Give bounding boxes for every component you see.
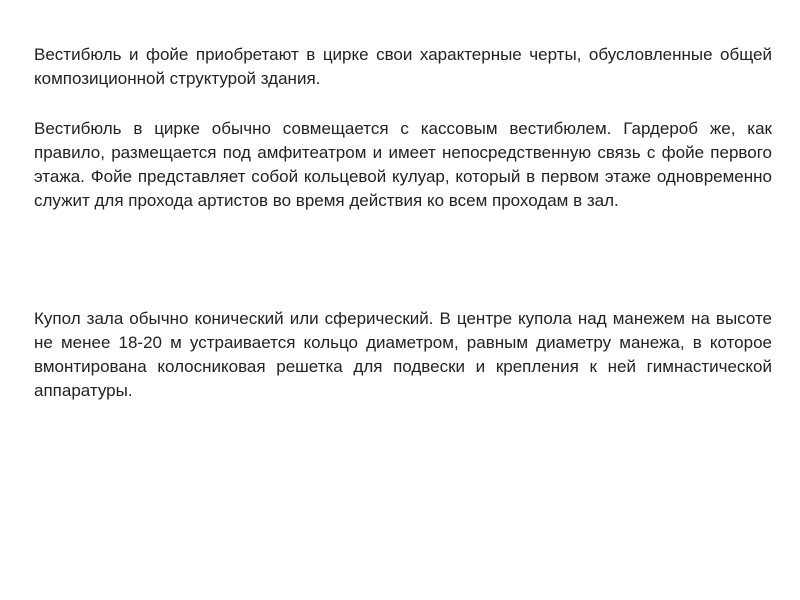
paragraph-vestibule-details: Вестибюль в цирке обычно совмещается с кассовым вестибюлем. Гардероб же, как правило, размещается под амфитеатром и имеет непосредственную связь с фойе первого этажа. Фойе представляет собой кольцевой кулуар, который в первом этаже одновременно служит для прохода артистов во время действия ко всем проходам в зал. bbox=[34, 119, 772, 210]
paragraph-dome: Купол зала обычно конический или сферический. В центре купола над манежем на высоте не менее 18-20 м устраивается кольцо диаметром, равным диаметру манежа, в которое вмонтирована колосниковая решетка для подвески и крепления к ней гимнастической аппаратуры. bbox=[34, 309, 772, 400]
paragraph-vestibule-intro: Вестибюль и фойе приобретают в цирке свои характерные черты, обусловленные общей композиционной структурой здания. bbox=[34, 45, 772, 88]
